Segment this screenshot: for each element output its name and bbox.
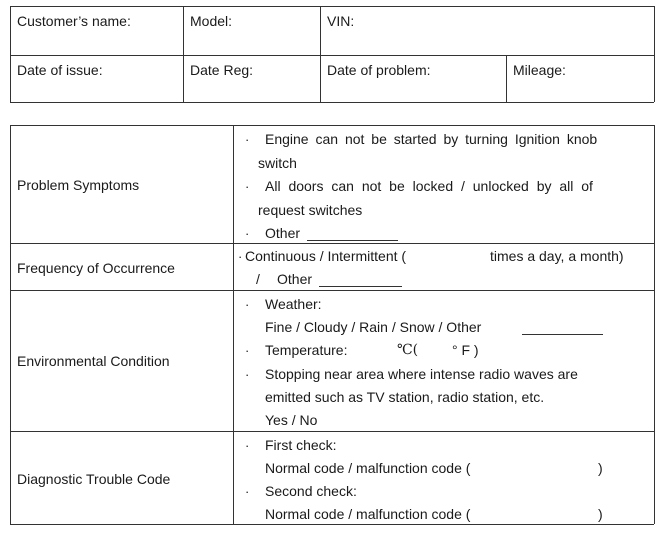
symptom-other-label: Other [265, 225, 301, 241]
first-check-close: ) [598, 460, 603, 476]
bullet: · [238, 249, 243, 264]
dtc-label: Diagnostic Trouble Code [17, 471, 171, 487]
radio-waves-line1: Stopping near area where intense radio waves are [265, 366, 578, 382]
symptom-other-blank [307, 240, 398, 241]
date-reg-label: Date Reg: [190, 62, 254, 78]
date-of-problem-label: Date of problem: [327, 62, 431, 78]
header-divider-3 [506, 55, 507, 102]
frequency-times: times a day, a month) [490, 248, 624, 264]
bullet: · [245, 438, 250, 453]
temperature-fahrenheit: ° F ) [452, 342, 479, 358]
second-check-label: Second check: [265, 483, 357, 499]
second-check-codes: Normal code / malfunction code ( [265, 506, 471, 522]
header-divider-2 [320, 6, 321, 102]
symptom-engine-line2: switch [258, 155, 297, 171]
table-left-border [10, 125, 11, 524]
frequency-continuous: Continuous / Intermittent ( [245, 248, 407, 264]
table-row-border-1 [10, 243, 654, 244]
date-of-issue-label: Date of issue: [17, 62, 103, 78]
header-mid-border [10, 55, 654, 56]
temperature-celsius: ℃( [397, 342, 419, 358]
table-row-border-2 [10, 290, 654, 291]
header-right-border [654, 6, 655, 102]
problem-symptoms-label: Problem Symptoms [17, 177, 140, 193]
mileage-label: Mileage: [513, 62, 566, 78]
header-left-border [10, 6, 11, 102]
first-check-codes: Normal code / malfunction code ( [265, 460, 471, 476]
header-top-border [10, 6, 654, 7]
bullet: · [245, 484, 250, 499]
table-top-border [10, 125, 654, 126]
table-column-divider [233, 125, 234, 524]
vin-label: VIN: [327, 13, 355, 29]
table-row-border-3 [10, 431, 654, 432]
yes-no-options: Yes / No [265, 412, 318, 428]
bullet: · [245, 367, 250, 382]
customer-name-label: Customer’s name: [17, 13, 131, 29]
bullet: · [245, 343, 250, 358]
bullet: · [245, 132, 250, 147]
symptom-doors-line1: All doors can not be locked / unlocked by all of [265, 178, 593, 194]
first-check-label: First check: [265, 437, 337, 453]
weather-other-blank [522, 334, 603, 335]
weather-options: Fine / Cloudy / Rain / Snow / Other [265, 319, 482, 335]
header-bottom-border [10, 102, 654, 103]
bullet: · [245, 297, 250, 312]
frequency-slash: / [256, 271, 260, 287]
frequency-other-label: Other [277, 271, 313, 287]
bullet: · [245, 226, 250, 241]
model-label: Model: [190, 13, 233, 29]
second-check-close: ) [598, 506, 603, 522]
table-right-border [654, 125, 655, 524]
symptom-engine-line1: Engine can not be started by turning Ignition knob [265, 131, 598, 147]
frequency-label: Frequency of Occurrence [17, 260, 175, 276]
table-bottom-border [10, 524, 654, 525]
header-divider-1 [183, 6, 184, 102]
bullet: · [245, 179, 250, 194]
weather-label: Weather: [265, 296, 322, 312]
frequency-other-blank [319, 286, 402, 287]
environmental-label: Environmental Condition [17, 353, 170, 369]
temperature-label: Temperature: [265, 342, 348, 358]
radio-waves-line2: emitted such as TV station, radio station, etc. [265, 389, 545, 405]
symptom-doors-line2: request switches [258, 202, 363, 218]
